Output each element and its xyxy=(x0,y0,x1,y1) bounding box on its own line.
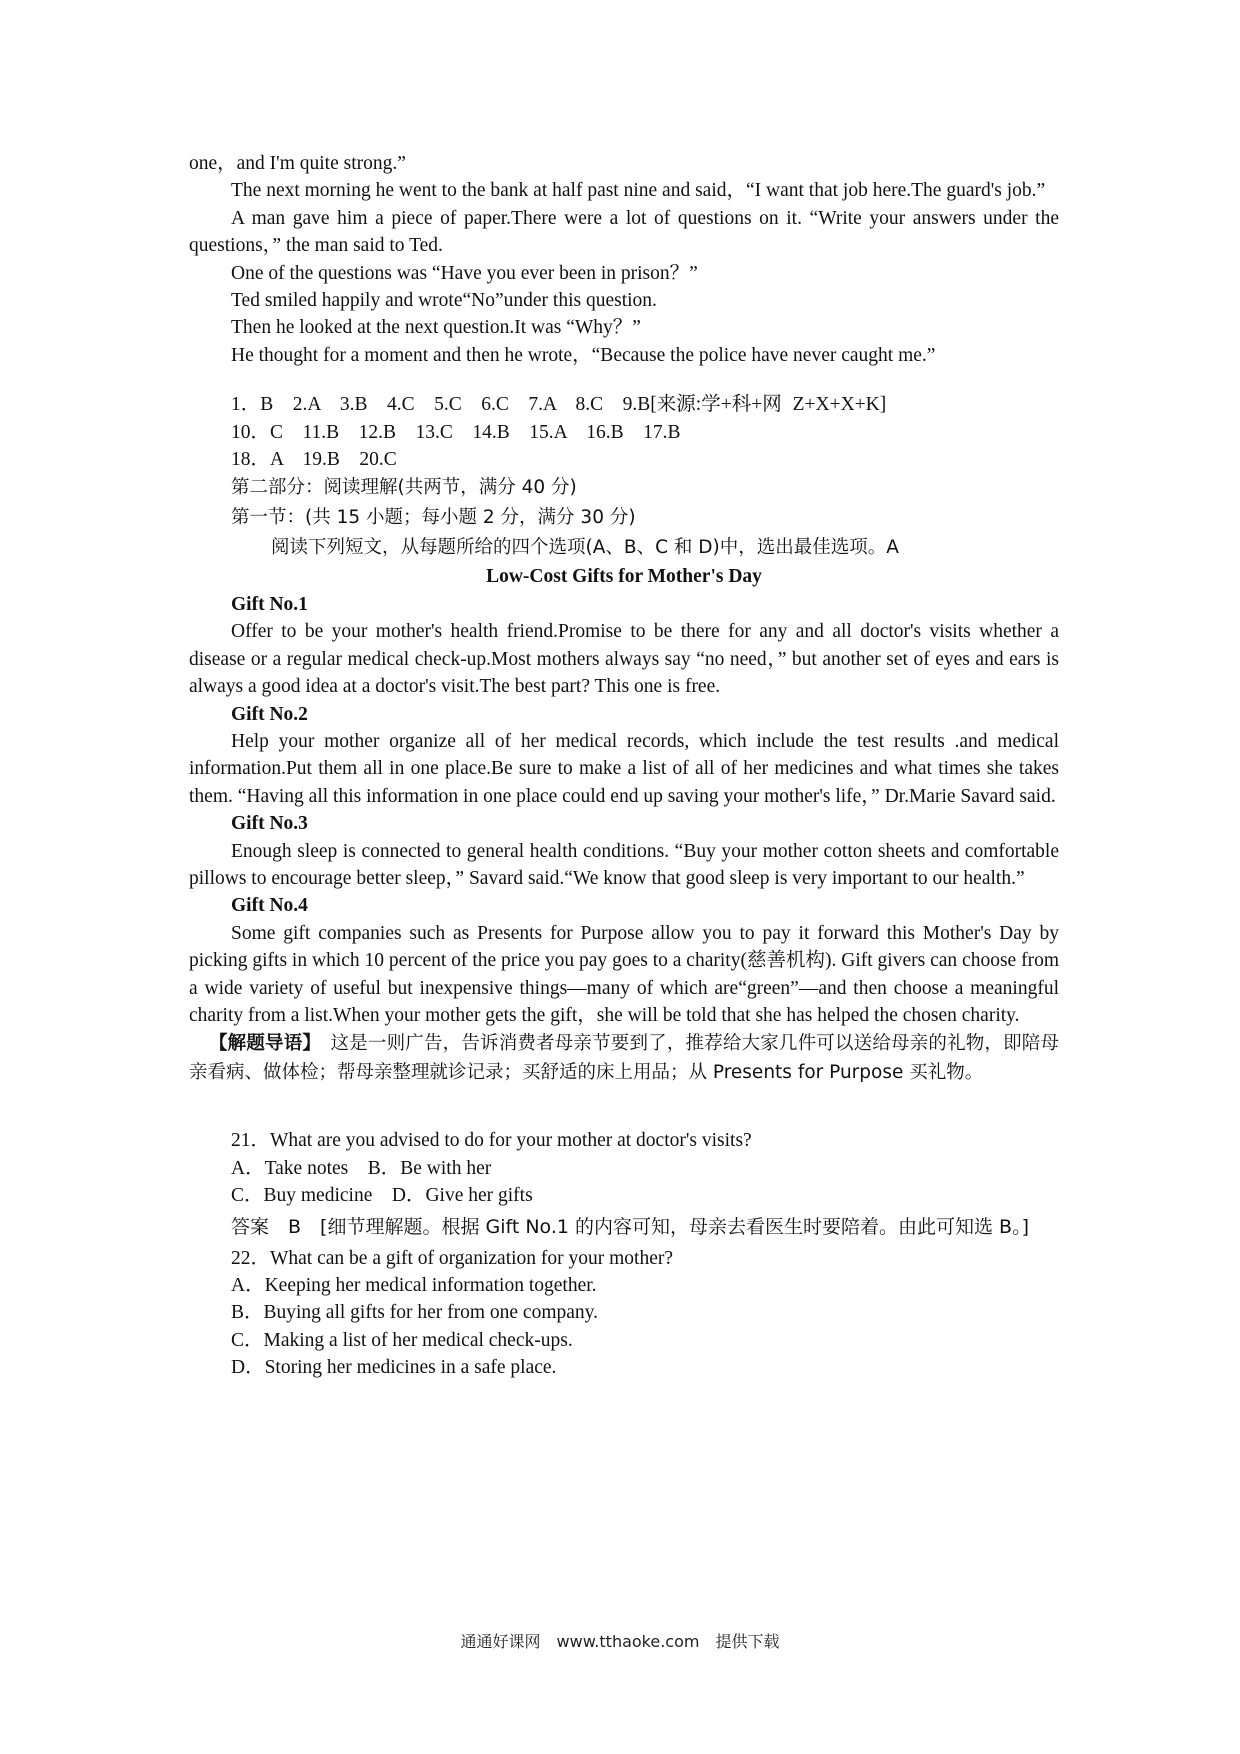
question-21-answer: 答案 B [细节理解题。根据 Gift No.1 的内容可知，母亲去看医生时要陪着。由此可知选 B。] xyxy=(231,1215,1029,1238)
story-line: Ted smiled happily and wrote“No”under this question. xyxy=(231,290,657,312)
gift-heading: Gift No.4 xyxy=(231,895,308,917)
answer-key-row: 1．B 2.A 3.B 4.C 5.C 6.C 7.A 8.C 9.B[来源:学+科+网 Z+X+X+K] xyxy=(231,394,887,416)
question-22-option: A．Keeping her medical information together. xyxy=(231,1275,597,1296)
answer-key-row: 10．C 11.B 12.B 13.C 14.B 15.A 16.B 17.B xyxy=(231,421,681,443)
story-line: Then he looked at the next question.It was “Why？” xyxy=(231,317,641,339)
question-22-option: D．Storing her medicines in a safe place. xyxy=(231,1357,557,1379)
answer-key-row: 18．A 19.B 20.C xyxy=(231,449,397,471)
part-heading: 第二部分：阅读理解(共两节，满分 40 分) xyxy=(231,477,577,499)
page-footer: 通通好课网 www.tthaoke.com 提供下载 xyxy=(460,1632,780,1651)
story-line: one，and I'm quite strong.” xyxy=(189,153,406,174)
gift-heading: Gift No.3 xyxy=(231,813,308,835)
gift-text: Some gift companies such as Presents for Purpose allow you to pay it forward this Mother's Day by picking gifts in which 10 percent of the price you pay goes to a charity(慈善机构). Gift givers can choose from a wide variety of useful but inexpensive things—many of which are“green”—and then choose a meaningful charity from a list.When your mother gets the gift，she will be told that she has helped the chosen charity. xyxy=(189,922,1059,1026)
story-line: He thought for a moment and then he wrote，“Because the police have never caught me.” xyxy=(231,344,936,366)
gift-heading: Gift No.2 xyxy=(231,703,308,725)
spacer xyxy=(189,369,1059,391)
instruction: 阅读下列短文，从每题所给的四个选项(A、B、C 和 D)中，选出最佳选项。A xyxy=(271,537,899,559)
article-title: Low-Cost Gifts for Mother's Day xyxy=(486,566,762,588)
solution-guide-label: 【解题导语】 xyxy=(209,1033,312,1055)
question-21-options: C．Buy medicine D．Give her gifts xyxy=(231,1185,533,1207)
page-content xyxy=(189,150,1059,1382)
gift-text: Enough sleep is connected to general health conditions. “Buy your mother cotton sheets and comfortable pillows to encourage better sleep，” Savard said.“We know that good sleep is very important to our health.” xyxy=(189,840,1059,889)
gift-text: Offer to be your mother's health friend.Promise to be there for any and all doctor's visits whether a disease or a regular medical check-up.Most mothers always say “no need，” but another set of eyes and ears is always a good idea at a doctor's visit.The best part? This one is free. xyxy=(189,621,1059,698)
solution-guide xyxy=(189,1029,1059,1087)
question-22: 22．What can be a gift of organization for your mother? xyxy=(231,1247,674,1269)
gift-text: Help your mother organize all of her medical records, which include the test results .and medical information.Put them all in one place.Be sure to make a list of all of her medicines and what times she takes them. “Having all this information in one place could end up saving your mother's life，” Dr.Marie Savard said. xyxy=(189,730,1059,807)
spacer xyxy=(189,1087,1059,1127)
gift-heading: Gift No.1 xyxy=(231,593,308,615)
question-22-option: B．Buying all gifts for her from one company. xyxy=(231,1302,598,1324)
section-heading: 第一节：(共 15 小题；每小题 2 分，满分 30 分) xyxy=(231,507,636,529)
question-21-options: A．Take notes B．Be with her xyxy=(231,1157,492,1179)
solution-guide-text: 这是一则广告，告诉消费者母亲节要到了，推荐给大家几件可以送给母亲的礼物，即陪母亲看病、做体检；帮母亲整理就诊记录；买舒适的床上用品；从 Presents for Purpose 买礼物。 xyxy=(189,1033,1059,1084)
story-line: A man gave him a piece of paper.There were a lot of questions on it. “Write your answers under the questions，” the man said to Ted. xyxy=(189,207,1059,257)
story-line: One of the questions was “Have you ever been in prison？” xyxy=(231,262,698,284)
question-21: 21．What are you advised to do for your mother at doctor's visits? xyxy=(231,1130,752,1152)
story-line: The next morning he went to the bank at half past nine and said，“I want that job here.The guard's job.” xyxy=(231,180,1046,202)
question-22-option: C．Making a list of her medical check-ups. xyxy=(231,1329,573,1351)
